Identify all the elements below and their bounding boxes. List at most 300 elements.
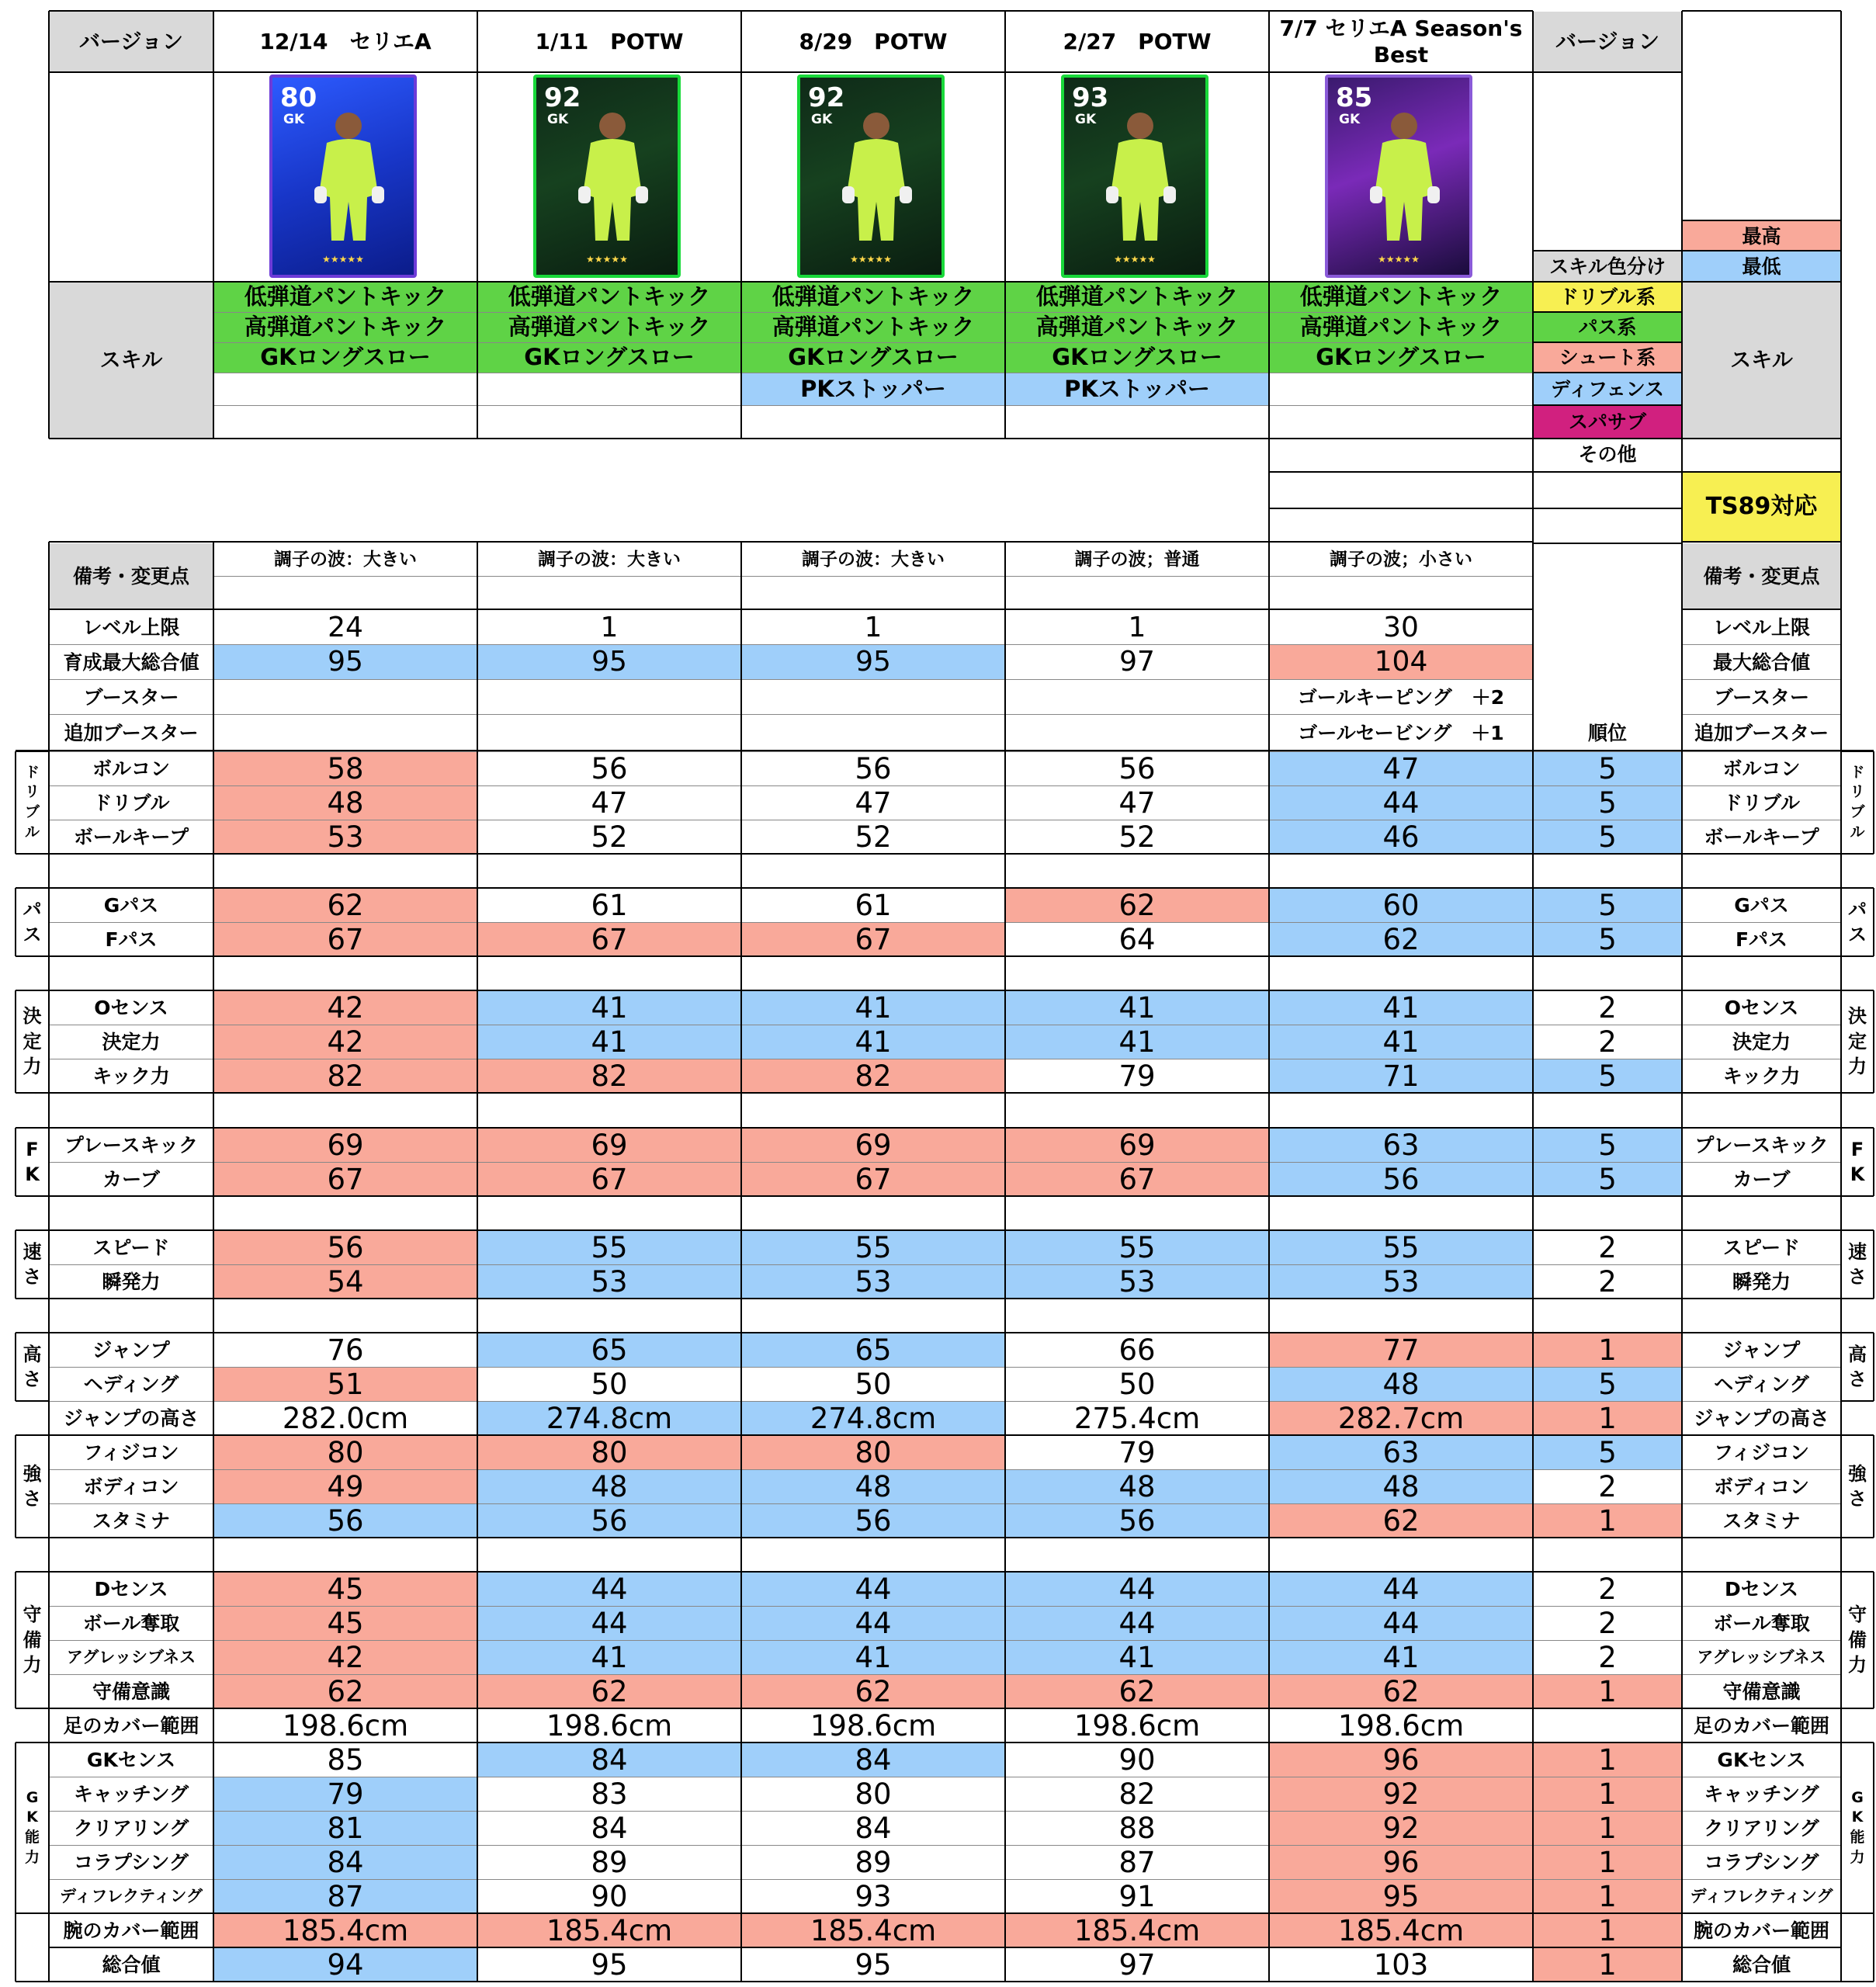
stat-value: 67 [1005,1162,1269,1196]
stat-label: ディフレクティング [60,1886,203,1906]
grid-line [16,1912,49,1914]
maxtotal-value: 97 [1119,646,1155,678]
stat-value: 90 [591,1879,628,1913]
maxtotal-value: 104 [1269,645,1533,679]
grid-line [1841,1912,1874,1914]
stat-rank: 2 [1598,1025,1617,1059]
stat-value: 185.4cm [213,1913,477,1947]
skill-item: 低弾道パントキック [1005,282,1269,312]
stat-label: ボディコン [83,1475,179,1498]
grid-line [49,1879,1841,1880]
category-label-right: 守 備 力 [1848,1604,1867,1677]
grid-line [1682,644,1841,645]
skill-item: GKロングスロー [1005,342,1269,373]
grid-line [1841,887,1874,889]
grid-line [16,853,49,855]
grid-line [16,1708,49,1709]
category-label-left: 強 さ [23,1462,42,1510]
stat-value: 80 [213,1435,477,1469]
grid-line [49,1503,1841,1504]
stat-rank: 1 [1533,1879,1682,1913]
stat-value: 62 [1005,1674,1269,1708]
category-label-left: G K 能 力 [24,1788,40,1866]
stat-value: 67 [741,1162,1005,1196]
grid-line [49,1912,1841,1914]
grid-line [1533,250,1682,251]
booster-value [741,680,1005,714]
stat-value: 95 [855,1947,892,1982]
grid-line [49,1195,1841,1197]
stat-label: 腕のカバー範囲 [63,1919,199,1942]
stat-value: 52 [1118,820,1156,854]
grid-line [1682,679,1841,680]
card-rating: 92 [808,82,845,113]
booster-label-right: ブースター [1713,685,1809,709]
stat-value: 84 [741,1743,1005,1777]
skill-item [477,405,741,439]
grid-line [1268,439,1270,543]
extra-booster-label: 追加ブースター [64,721,199,744]
level-label-right: レベル上限 [1712,616,1810,639]
grid-line [49,10,1533,12]
stat-rank: 5 [1533,1128,1682,1162]
stat-label-right: 守備意識 [1722,1680,1801,1703]
stat-label: Gパス [103,893,159,917]
stat-value: 48 [1269,1469,1533,1503]
stat-value: 44 [1005,1606,1269,1640]
grid-line [49,1367,1841,1368]
stat-rank: 2 [1598,990,1617,1025]
grid-line [1682,541,1841,543]
stat-value: 198.6cm [546,1708,673,1743]
stat-rank: 5 [1533,1367,1682,1401]
stat-value: 198.6cm [810,1708,937,1743]
grid-line [213,342,1533,343]
grid-line [49,1708,1841,1709]
stat-rank: 5 [1533,785,1682,820]
grid-line [49,1537,1841,1538]
grid-line [1533,372,1682,373]
stat-rank: 1 [1533,1743,1682,1777]
card-position: GK [811,112,833,127]
version-title: 2/27 POTW [1063,29,1212,54]
grid-line [1841,1127,1874,1129]
stat-rank: 1 [1533,1674,1682,1708]
stat-label: Fパス [105,928,158,951]
grid-line [49,1264,1841,1265]
skill-item [477,373,741,405]
stat-value: 52 [855,820,892,854]
stat-label-right: ボールキープ [1704,825,1819,848]
level-label: レベル上限 [82,616,180,639]
stat-label: Dセンス [94,1577,168,1600]
player-card-image [797,75,945,278]
skill-item: 低弾道パントキック [741,282,1005,312]
grid-line [15,1435,16,1538]
stat-value: 41 [477,1025,741,1059]
grid-line [1841,751,1874,752]
category-label-left: 速 さ [23,1240,42,1288]
stat-value: 274.8cm [477,1401,741,1435]
grid-line [16,990,49,991]
version-title: 1/11 POTW [535,29,684,54]
grid-line [1533,342,1682,343]
stat-value: 62 [213,1674,477,1708]
grid-line [49,1742,1841,1743]
grid-line [15,990,16,1093]
stat-value: 65 [741,1333,1005,1367]
grid-line [1841,1400,1874,1402]
stat-value: 69 [213,1128,477,1162]
stat-value: 56 [477,1503,741,1538]
stat-label: 瞬発力 [102,1270,161,1293]
stat-rank: 1 [1533,1503,1682,1538]
level-value: 1 [600,611,619,643]
skill-item: 高弾道パントキック [1269,312,1533,342]
stat-label: 総合値 [102,1953,161,1976]
stat-label-right: 足のカバー範囲 [1693,1714,1829,1737]
stat-label-right: Dセンス [1724,1577,1798,1600]
skill-item [1269,373,1533,405]
stat-label: ジャンプ [92,1338,170,1361]
stat-value: 44 [1269,1572,1533,1606]
stat-value: 53 [1005,1264,1269,1299]
category-label-left: パ ス [23,898,42,945]
grid-line [1840,11,1842,542]
stat-value: 79 [213,1777,477,1811]
grid-line [1873,1333,1874,1401]
svg-text:★★★★★: ★★★★★ [586,254,628,265]
grid-line [15,1913,16,1982]
stat-label: Oセンス [94,996,168,1019]
stat-value: 45 [213,1606,477,1640]
version-title: 8/29 POTW [799,29,948,54]
grid-line [1841,1708,1874,1709]
category-label-right: 決 定 力 [1848,1005,1867,1078]
legend-item: ドリブル系 [1533,282,1682,312]
stat-value: 87 [213,1879,477,1913]
extra-booster-value [213,715,477,751]
grid-line [49,1571,1841,1573]
grid-line [1873,751,1874,854]
skill-item: PKストッパー [741,373,1005,405]
stat-label: ボルコン [92,757,170,780]
grid-line [49,609,1533,610]
grid-line [1269,471,1533,473]
grid-line [477,11,478,439]
category-label-right: ド リ ブ ル [1850,763,1865,841]
stat-label: スタミナ [92,1509,170,1532]
stat-value: 66 [1118,1333,1156,1367]
grid-line [48,11,50,439]
note-value: 調子の波：大きい [538,549,681,570]
grid-line [1873,1743,1874,1913]
stat-label-right: ジャンプ [1722,1338,1801,1361]
grid-line [1268,542,1270,1982]
stat-label-right: 腕のカバー範囲 [1693,1919,1829,1942]
grid-line [1873,1913,1874,1982]
stat-label: ヘディング [83,1372,179,1396]
category-label-right: 速 さ [1848,1240,1867,1288]
stat-label: キック力 [92,1064,170,1087]
stat-label: ボールキープ [73,825,189,848]
grid-line [49,541,1533,543]
version-title: 7/7 セリエA Season's Best [1279,16,1523,68]
stat-value: 41 [477,1640,741,1674]
category-label-left: 高 さ [23,1343,42,1390]
stat-label-right: ヘディング [1714,1372,1809,1396]
grid-line [16,1981,1874,1982]
grid-line [15,1743,16,1913]
stat-value: 95 [1269,1879,1533,1913]
grid-line [1841,1434,1874,1436]
grid-line [49,679,1533,680]
stat-value: 80 [477,1435,741,1469]
stat-value: 44 [477,1606,741,1640]
stat-value: 50 [1118,1367,1156,1401]
grid-line [1840,542,1842,1982]
grid-line [49,1947,1841,1948]
grid-line [213,576,1533,577]
stat-value: 62 [741,1674,1005,1708]
grid-line [16,955,49,957]
stat-value: 84 [477,1743,741,1777]
note-value: 調子の波；小さい [1330,549,1472,570]
stat-value: 84 [855,1811,892,1845]
stat-value: 47 [1118,785,1156,820]
grid-line [16,1400,49,1402]
level-value: 30 [1383,611,1419,643]
stat-value: 85 [327,1743,364,1777]
stat-value: 42 [213,990,477,1025]
stat-value: 48 [741,1469,1005,1503]
note-value: 調子の波：大きい [274,549,417,570]
stat-label: スピード [92,1236,170,1259]
stat-rank: 1 [1533,1333,1682,1367]
extra-booster-label-right: 追加ブースター [1694,721,1829,744]
grid-line [49,1469,1841,1470]
stat-value: 56 [213,1230,477,1264]
grid-line [1841,1742,1874,1743]
svg-text:★★★★★: ★★★★★ [322,254,364,265]
grid-line [1841,1537,1874,1538]
stat-value: 67 [213,922,477,956]
stat-value: 91 [1118,1879,1156,1913]
stat-value: 44 [1269,785,1533,820]
stat-value: 50 [855,1367,892,1401]
grid-line [740,542,742,1982]
stat-value: 62 [1269,1503,1533,1538]
stat-rank: 2 [1598,1572,1617,1606]
maxtotal-label: 育成最大総合値 [63,650,199,674]
grid-line [15,1572,16,1708]
stat-value: 48 [477,1469,741,1503]
skill-item: GKロングスロー [477,342,741,373]
grid-line [16,1092,49,1094]
stat-value: 65 [477,1333,741,1367]
stat-value: 89 [855,1845,892,1879]
stat-value: 50 [591,1367,628,1401]
stat-label-right: ボール奪取 [1713,1611,1810,1635]
grid-line [1682,220,1841,221]
booster-value: ゴールキーピング ＋2 [1297,685,1505,709]
stat-label-right: Gパス [1734,893,1789,917]
maxtotal-label-right: 最大総合値 [1712,650,1810,674]
stat-value: 63 [1269,1435,1533,1469]
stat-label-right: プレースキック [1694,1133,1829,1156]
grid-line [1873,1572,1874,1708]
category-label-right: 強 さ [1848,1462,1867,1510]
grid-line [48,542,50,1982]
grid-line [49,1298,1841,1299]
booster-value [213,680,477,714]
grid-line [1841,1195,1874,1197]
stat-value: 185.4cm [1269,1913,1533,1947]
category-label-right: F K [1850,1138,1865,1185]
grid-line [49,644,1533,645]
stat-value: 67 [741,922,1005,956]
maxtotal-value: 95 [477,645,741,679]
stat-value: 62 [1005,888,1269,922]
category-label-left: F K [25,1138,40,1185]
stat-rank: 5 [1533,1435,1682,1469]
grid-line [1682,250,1841,251]
stat-value: 58 [213,751,477,785]
category-label-right: パ ス [1848,898,1867,945]
stat-value: 55 [741,1230,1005,1264]
stat-value: 52 [591,820,628,854]
stat-value: 62 [1269,922,1533,956]
stat-rank: 5 [1533,922,1682,956]
stat-rank: 1 [1533,1401,1682,1435]
notes-label-right: 備考・変更点 [1682,543,1841,609]
grid-line [1841,1571,1874,1573]
grid-line [49,281,1533,283]
grid-line [49,955,1841,957]
stat-rank: 2 [1598,1469,1617,1503]
stat-value: 53 [741,1264,1005,1299]
skill-item: GKロングスロー [741,342,1005,373]
grid-line [1841,853,1874,855]
stat-label: 守備意識 [92,1680,170,1703]
skill-item: GKロングスロー [1269,342,1533,373]
stat-value: 53 [1269,1264,1533,1299]
stat-value: 56 [591,751,628,785]
stat-rank: 2 [1598,1230,1617,1264]
stat-label-right: スタミナ [1722,1509,1801,1532]
note-value: 調子の波：大きい [802,549,945,570]
stat-value: 92 [1269,1811,1533,1845]
stat-value: 87 [1118,1845,1156,1879]
stat-value: 274.8cm [741,1401,1005,1435]
grid-line [1004,542,1006,1982]
stat-label-right: ボルコン [1722,757,1801,780]
grid-line [1532,11,1534,543]
stat-value: 42 [213,1640,477,1674]
grid-line [49,1092,1841,1094]
maxtotal-value: 95 [213,645,477,679]
stat-value: 41 [1269,990,1533,1025]
stat-rank: 5 [1533,1162,1682,1196]
stat-label-right: カーブ [1732,1167,1791,1191]
stat-label-right: ジャンプの高さ [1694,1406,1829,1430]
stat-value: 95 [591,1947,628,1982]
grid-line [1873,990,1874,1093]
version-title: 12/14 セリエA [259,29,432,54]
stat-value: 51 [213,1367,477,1401]
grid-line [1532,543,1534,1982]
grid-line [15,751,16,854]
grid-line [49,853,1841,855]
grid-line [1841,1332,1874,1333]
booster-label: ブースター [83,685,179,709]
skill-item: 高弾道パントキック [213,312,477,342]
stat-value: 48 [1269,1367,1533,1401]
grid-line [1873,1435,1874,1538]
card-rating: 80 [280,82,317,113]
stat-value: 67 [213,1162,477,1196]
stat-label-right: アグレッシブネス [1697,1647,1826,1666]
stat-value: 41 [741,1640,1005,1674]
stat-value: 55 [1269,1230,1533,1264]
booster-value [477,680,741,714]
grid-line [1841,955,1874,957]
grid-line [16,1332,49,1333]
stat-value: 69 [741,1128,1005,1162]
stat-label: フィジコン [83,1441,179,1464]
grid-line [16,1742,49,1743]
stat-value: 94 [213,1947,477,1982]
card-rating: 85 [1336,82,1373,113]
grid-line [1873,1230,1874,1299]
extra-booster-value [1005,715,1269,751]
stat-value: 198.6cm [282,1708,409,1743]
stat-value: 282.0cm [282,1401,409,1435]
skill-item: 高弾道パントキック [477,312,741,342]
stat-label: ドリブル [92,791,170,814]
stat-value: 56 [1269,1162,1533,1196]
stat-value: 56 [855,751,892,785]
grid-line [1682,438,1841,439]
grid-line [16,1127,49,1129]
grid-line [49,1127,1841,1129]
stat-label-right: Oセンス [1724,996,1799,1019]
stat-value: 41 [1005,1025,1269,1059]
stat-value: 42 [213,1025,477,1059]
skill-item [1269,405,1533,439]
stat-label-right: コラプシング [1704,1850,1819,1874]
stat-label: コラプシング [74,1850,189,1874]
grid-line [49,1845,1841,1846]
stat-value: 41 [741,1025,1005,1059]
stat-value: 53 [477,1264,741,1299]
skill-item [1005,405,1269,439]
category-label-left: 決 定 力 [23,1005,42,1078]
stat-value: 67 [477,922,741,956]
stat-value: 56 [1118,751,1156,785]
stat-value: 80 [741,1435,1005,1469]
legend-item: スパサブ [1533,405,1682,439]
grid-line [16,1571,49,1573]
stat-value: 92 [1269,1777,1533,1811]
stat-value: 44 [477,1572,741,1606]
grid-line [1682,10,1841,12]
skill-item: GKロングスロー [213,342,477,373]
stat-value: 60 [1269,888,1533,922]
stat-label-right: キャッチング [1704,1782,1819,1805]
grid-line [1533,438,1682,439]
stat-value: 89 [591,1845,628,1879]
